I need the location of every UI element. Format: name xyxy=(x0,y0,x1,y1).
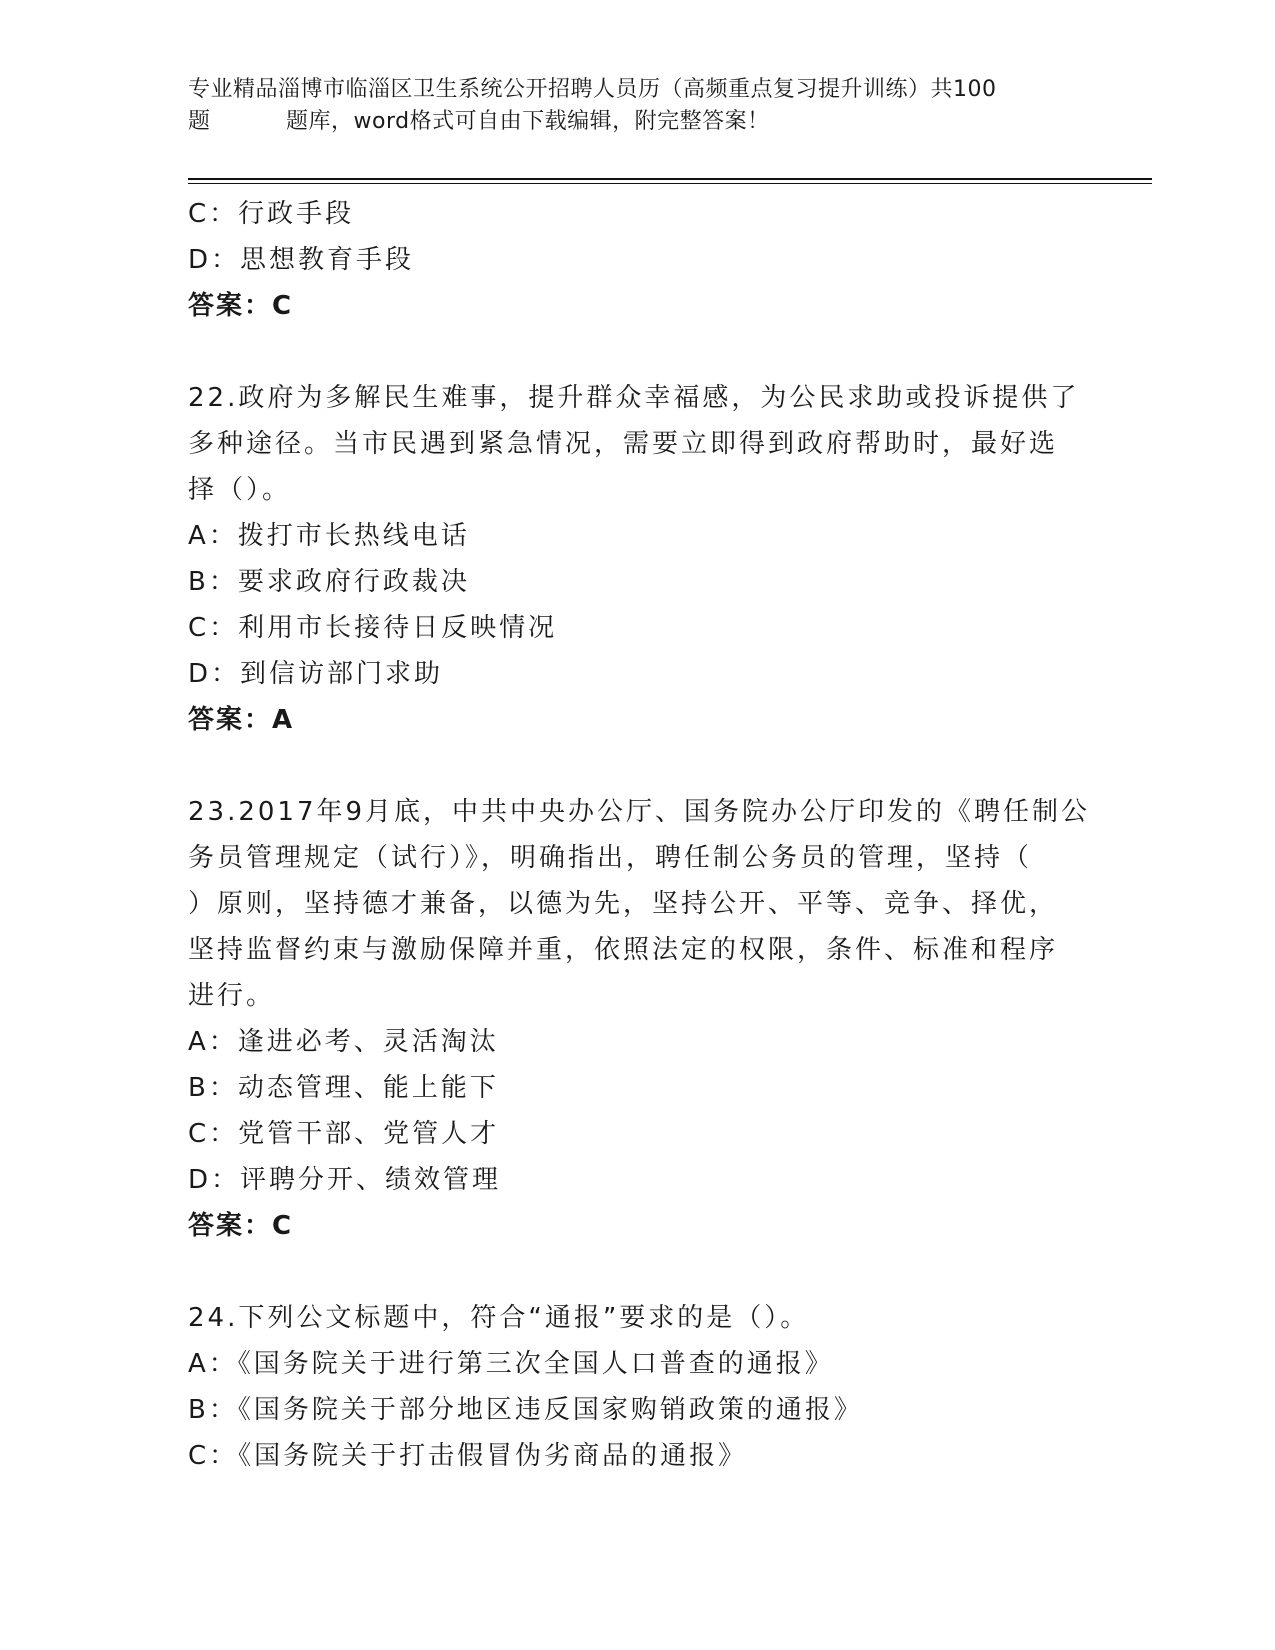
option-d: D：思想教育手段 xyxy=(188,245,415,275)
question-22 xyxy=(188,375,1088,743)
question-stem-line: 22.政府为多解民生难事，提升群众幸福感，为公民求助或投诉提供了 xyxy=(188,383,1080,413)
header-line-1: 专业精品淄博市临淄区卫生系统公开招聘人员历（高频重点复习提升训练）共100 xyxy=(188,77,997,102)
option-a: A：《国务院关于进行第三次全国人口普查的通报》 xyxy=(188,1349,834,1379)
answer-line: 答案：A xyxy=(188,705,295,735)
option-d: D：到信访部门求助 xyxy=(188,659,444,689)
question-stem-line: 坚持监督约束与激励保障并重，依照法定的权限，条件、标准和程序 xyxy=(188,935,1059,965)
question-spacer xyxy=(188,743,1088,789)
page-header xyxy=(188,74,1088,138)
option-c: C：《国务院关于打击假冒伪劣商品的通报》 xyxy=(188,1441,748,1471)
option-c: C：党管干部、党管人才 xyxy=(188,1119,500,1149)
option-c: C：行政手段 xyxy=(188,199,355,229)
question-spacer xyxy=(188,329,1088,375)
header-line-2-right: 题库，word格式可自由下载编辑，附完整答案！ xyxy=(286,109,770,134)
question-stem-line: 24.下列公文标题中，符合“通报”要求的是（）。 xyxy=(188,1303,810,1333)
option-b: B：动态管理、能上能下 xyxy=(188,1073,499,1103)
question-content xyxy=(188,191,1091,1479)
option-d: D：评聘分开、绩效管理 xyxy=(188,1165,502,1195)
answer-line: 答案：C xyxy=(188,291,294,321)
question-stem-line: ）原则，坚持德才兼备，以德为先，坚持公开、平等、竞争、择优， xyxy=(188,889,1059,919)
question-stem-line: 23.2017年9月底，中共中央办公厅、国务院办公厅印发的《聘任制公 xyxy=(188,797,1091,827)
question-23 xyxy=(188,789,1091,1249)
header-divider-thin xyxy=(188,183,1152,184)
question-24 xyxy=(188,1295,1088,1479)
header-line-2-left: 题 xyxy=(188,109,211,134)
option-b: B：要求政府行政裁决 xyxy=(188,567,470,597)
question-stem-line: 择（）。 xyxy=(188,475,292,505)
question-stem-line: 多种途径。当市民遇到紧急情况，需要立即得到政府帮助时，最好选 xyxy=(188,429,1059,459)
option-a: A：拨打市长热线电话 xyxy=(188,521,470,551)
previous-question-tail xyxy=(188,191,1088,329)
option-a: A：逢进必考、灵活淘汰 xyxy=(188,1027,499,1057)
header-divider-thick xyxy=(188,178,1152,180)
option-b: B：《国务院关于部分地区违反国家购销政策的通报》 xyxy=(188,1395,863,1425)
header-line-2 xyxy=(188,106,1088,138)
question-spacer xyxy=(188,1249,1088,1295)
question-stem-line: 进行。 xyxy=(188,981,276,1011)
answer-line: 答案：C xyxy=(188,1211,294,1241)
option-c: C：利用市长接待日反映情况 xyxy=(188,613,558,643)
question-stem-line: 务员管理规定（试行）》，明确指出，聘任制公务员的管理，坚持（ xyxy=(188,843,1033,873)
